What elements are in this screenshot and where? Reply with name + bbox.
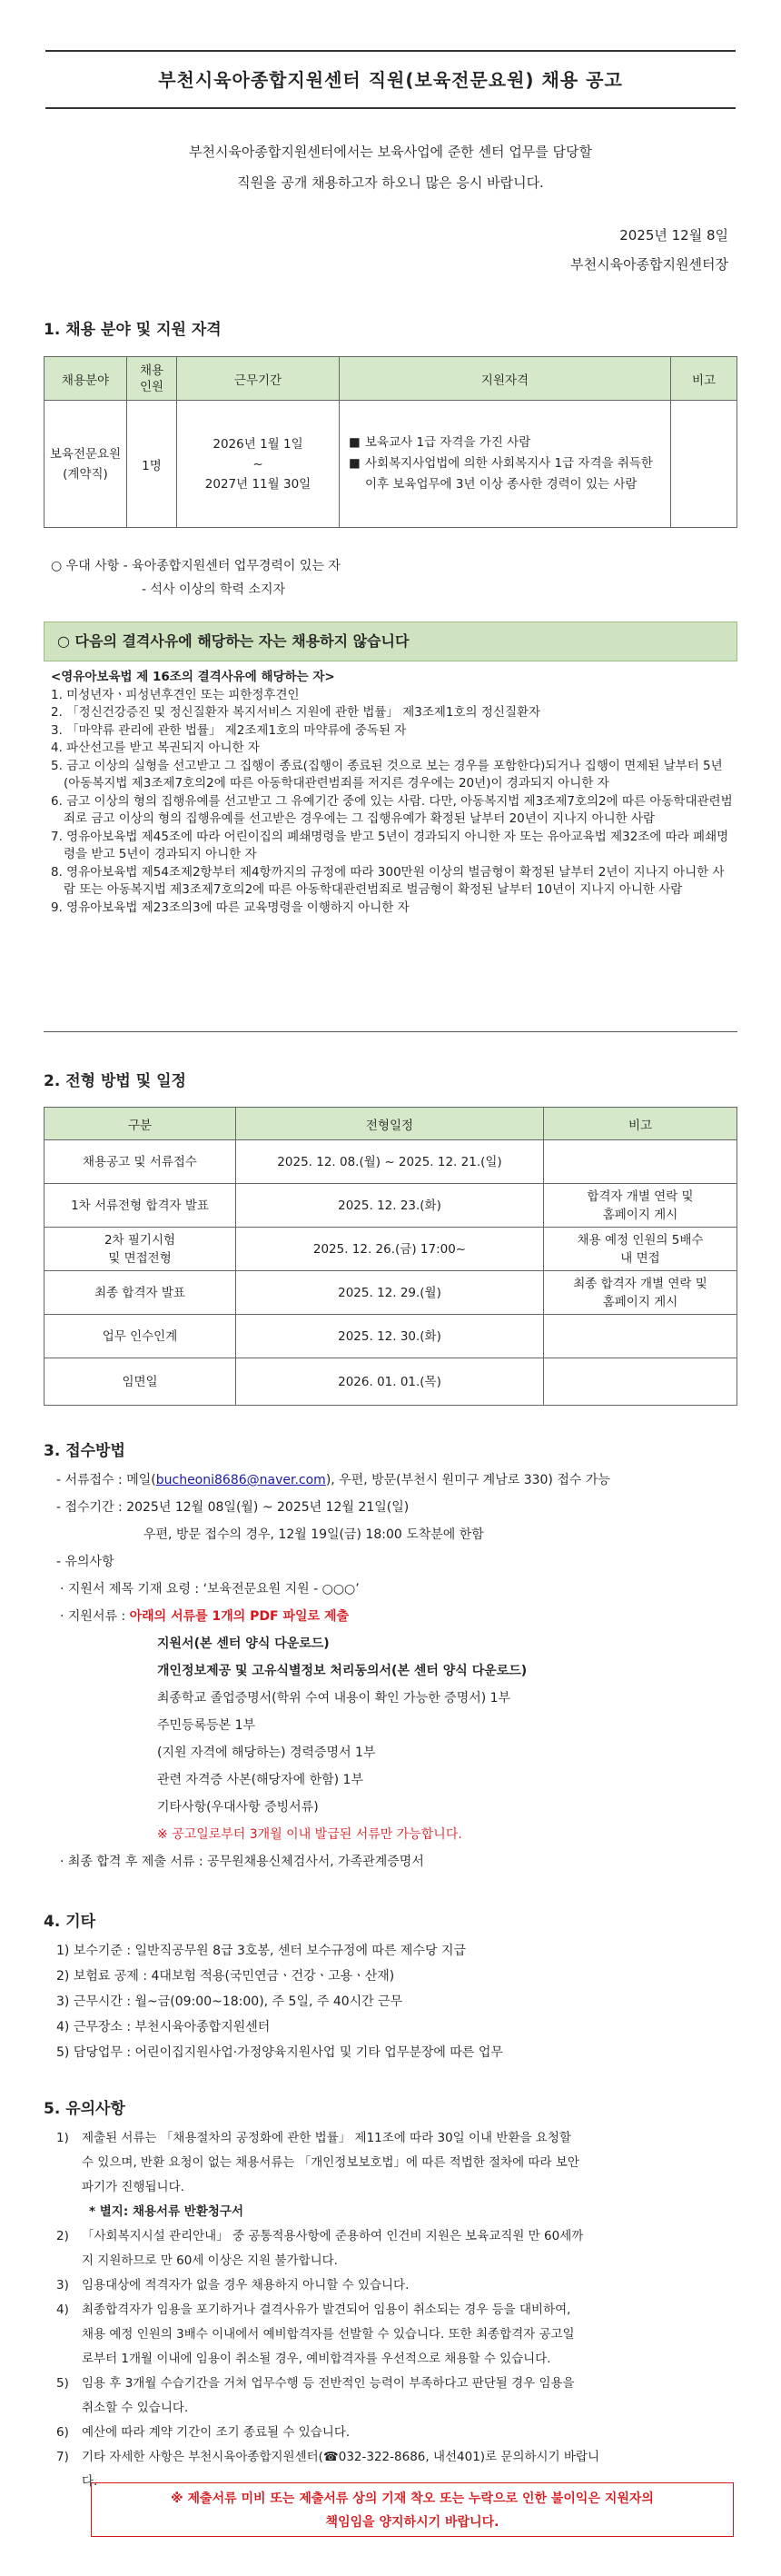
preference-line: - 석사 이상의 학력 소지자 [142, 582, 286, 597]
note-number: 7) [56, 2450, 69, 2464]
section-3-heading: 3. 접수방법 [44, 1442, 125, 1460]
note-number: 1) [56, 2131, 69, 2145]
period-start: 2026년 1월 1일 [213, 436, 303, 452]
note-body [82, 2298, 575, 2372]
qual-item: ■ 보육교사 1급 자격을 가진 사람 [349, 433, 661, 453]
announce-date: 2025년 12월 8일 [619, 227, 728, 244]
submit-line: - 서류접수 : 메일(bucheoni8686@naver.com), 우편, 방문(부천시 원미구 계남로 330) 접수 가능 [56, 1473, 610, 1487]
schedule-row [44, 1228, 737, 1271]
disqualification-banner: ○ 다음의 결격사유에 해당하는 자는 채용하지 않습니다 [44, 622, 737, 661]
schedule-row [44, 1140, 737, 1184]
period-line: - 접수기간 : 2025년 12월 08일(월) ~ 2025년 12월 21일(일) [56, 1500, 410, 1515]
disq-item: 9. 영유아보육법 제23조의3에 따른 교육명령을 이행하지 아니한 자 [51, 900, 410, 915]
warning-line: ※ 제출서류 미비 또는 제출서류 상의 기재 착오 또는 누락으로 인한 불이익은 지원자의 [171, 2491, 654, 2506]
etc-item: 2) 보험료 공제 : 4대보험 적용(국민연금ㆍ건강ㆍ고용ㆍ산재) [56, 1969, 395, 1984]
doc-item: (지원 자격에 해당하는) 경력증명서 1부 [157, 1746, 376, 1760]
etc-item: 4) 근무장소 : 부천시육아종합지원센터 [56, 2020, 271, 2034]
note-body [82, 2224, 583, 2273]
final-docs-line: · 최종 합격 후 제출 서류 : 공무원채용신체검사서, 가족관계증명서 [60, 1855, 424, 1869]
period-sep: ~ [252, 456, 263, 472]
schedule-date: 2025. 12. 08.(월) ~ 2025. 12. 21.(일) [236, 1140, 544, 1184]
schedule-date: 2025. 12. 30.(화) [236, 1315, 544, 1358]
disq-item: 5. 금고 이상의 실형을 선고받고 그 집행이 종료(집행이 종료된 것으로 보는 경우를 포함한다)되거나 집행이 면제된 날부터 5년(아동복지법 제3조제7호의2에 따른 아동학대관련범죄를 저지른 경우에는 20년)이 경과되지 아니한 자 [51, 758, 723, 791]
note-body [82, 2273, 409, 2298]
disq-item: 1. 미성년자ㆍ피성년후견인 또는 피한정후견인 [51, 687, 300, 702]
note-line: 임용대상에 적격자가 없을 경우 채용하지 아니할 수 있습니다. [82, 2278, 410, 2293]
period-note: 우편, 방문 접수의 경우, 12월 19일(금) 18:00 도착분에 한함 [143, 1527, 484, 1542]
section-4-heading: 4. 기타 [44, 1913, 96, 1931]
schedule-stage: 채용공고 및 서류접수 [44, 1140, 236, 1184]
note-line: 다. [82, 2474, 98, 2489]
schedule-stage: 최종 합격자 발표 [44, 1271, 236, 1315]
schedule-date: 2026. 01. 01.(목) [236, 1358, 544, 1406]
etc-item: 3) 근무시간 : 월~금(09:00~18:00), 주 5일, 주 40시간 근무 [56, 1994, 403, 2009]
schedule-stage: 업무 인수인계 [44, 1315, 236, 1358]
schedule-stage: 2차 필기시험 및 면접전형 [44, 1228, 236, 1271]
email-link[interactable]: bucheoni8686@naver.com [155, 1473, 326, 1487]
col-header: 전형일정 [236, 1108, 544, 1140]
warning-box [91, 2482, 734, 2537]
note-item [56, 2421, 736, 2445]
note-item [56, 2126, 736, 2200]
note-line: 임용 후 3개월 수습기간을 거쳐 업무수행 등 전반적인 능력이 부족하다고 판단될 경우 임용을 [82, 2376, 575, 2391]
note-body [82, 2126, 579, 2200]
note-line: 「사회복지시설 관리안내」 중 공통적용사항에 준용하여 인건비 지원은 보육교직원 만 60세까 [82, 2229, 584, 2243]
schedule-note: 채용 예정 인원의 5배수 내 면접 [544, 1228, 737, 1271]
etc-item: 1) 보수기준 : 일반직공무원 8급 3호봉, 센터 보수규정에 따른 제수당 지급 [56, 1944, 466, 1958]
doc-item: 주민등록등본 1부 [157, 1718, 256, 1733]
col-header: 채용 인원 [127, 357, 177, 401]
schedule-date: 2025. 12. 29.(월) [236, 1271, 544, 1315]
schedule-note: 최종 합격자 개별 연락 및 홈페이지 게시 [544, 1271, 737, 1315]
notes-list [56, 2126, 736, 2494]
qualification-table [44, 356, 737, 528]
note-item [56, 2200, 736, 2224]
top-rule [45, 50, 736, 52]
schedule-row [44, 1315, 737, 1358]
section-5-heading: 5. 유의사항 [44, 2100, 125, 2118]
note-body [82, 2372, 575, 2421]
count-cell: 1명 [127, 401, 177, 528]
note-line: 지 지원하므로 만 60세 이상은 지원 불가합니다. [82, 2253, 338, 2268]
qual-item: ■ 사회복지사업법에 의한 사회복지사 1급 자격을 취득한 이후 보육업무에 3년 이상 종사한 경력이 있는 사람 [349, 453, 661, 495]
period-end: 2027년 11월 30일 [204, 476, 311, 492]
note-line: 파기가 진행됩니다. [82, 2180, 184, 2194]
note-line: 채용 예정 인원의 3배수 이내에서 예비합격자를 선발할 수 있습니다. 또한 최종합격자 공고일 [82, 2327, 575, 2342]
field-cell: 보육전문요원 (계약직) [44, 401, 127, 528]
disqualification-list [51, 669, 734, 917]
schedule-note: 합격자 개별 연락 및 홈페이지 게시 [544, 1184, 737, 1228]
schedule-note [544, 1358, 737, 1406]
preference-line: ○ 우대 사항 - 육아종합지원센터 업무경력이 있는 자 [51, 559, 341, 573]
mail-subject-line: · 지원서 제목 기재 요령 : ‘보육전문요원 지원 - ○○○’ [60, 1582, 360, 1596]
schedule-row [44, 1271, 737, 1315]
note-line: 기타 자세한 사항은 부천시육아종합지원센터(☎032-322-8686, 내선401)로 문의하시기 바랍니 [82, 2450, 600, 2464]
note-number: 3) [56, 2278, 69, 2293]
col-header: 근무기간 [177, 357, 340, 401]
disq-item: 8. 영유아보육법 제54조제2항부터 제4항까지의 규정에 따라 300만원 이상의 벌금형이 확정된 날부터 2년이 지나지 아니한 사람 또는 아동복지법 제3조제7호의2에 따른 아동학대관련범죄로 벌금형이 확정된 날부터 10년이 지나지 아니한 사람 [51, 864, 725, 897]
disq-item: 6. 금고 이상의 형의 집행유예를 선고받고 그 유예기간 중에 있는 사람. 다만, 아동복지법 제3조제7호의2에 따른 아동학대관련범죄로 금고 이상의 형의 집행유예를 선고받은 경우에는 그 집행유예가 확정된 날부터 20년이 지나지 아니한 사람 [51, 793, 733, 826]
col-header: 채용분야 [44, 357, 127, 401]
section-2-heading: 2. 전형 방법 및 일정 [44, 1072, 186, 1090]
disq-subtitle: <영유아보육법 제 16조의 결격사유에 해당하는 자> [51, 670, 335, 684]
docs-line: · 지원서류 : 아래의 서류를 1개의 PDF 파일로 제출 [60, 1609, 349, 1624]
note-body [82, 2421, 350, 2445]
doc-item: 개인정보제공 및 고유식별정보 처리동의서(본 센터 양식 다운로드) [157, 1664, 528, 1678]
notice-line: - 유의사항 [56, 1555, 114, 1569]
intro-line: 직원을 공개 채용하고자 하오니 많은 응시 바랍니다. [237, 174, 544, 191]
section-1-heading: 1. 채용 분야 및 지원 자격 [44, 321, 222, 339]
note-number: 4) [56, 2302, 69, 2317]
intro-line: 부천시육아종합지원센터에서는 보육사업에 준한 센터 업무를 담당할 [188, 144, 593, 160]
disq-item: 4. 파산선고를 받고 복권되지 아니한 자 [51, 741, 260, 755]
square-bullet-icon: ■ [349, 456, 361, 471]
period-cell [177, 401, 340, 528]
docs-warning: ※ 공고일로부터 3개월 이내 발급된 서류만 가능합니다. [157, 1827, 462, 1842]
note-item [56, 2273, 736, 2298]
note-number: 2) [56, 2229, 69, 2243]
title-rule [45, 107, 736, 109]
disq-items [51, 687, 734, 918]
quals-cell [340, 401, 671, 528]
intro-text [91, 136, 690, 198]
disq-item: 3. 「마약류 관리에 관한 법률」 제2조제1호의 마약류에 중독된 자 [51, 722, 407, 738]
note-line: 수 있으며, 반환 요청이 없는 채용서류는 「개인정보보호법」에 따른 적법한 절차에 따라 보안 [82, 2155, 579, 2170]
warning-line: 책임임을 양지하시기 바랍니다. [325, 2515, 499, 2530]
divider [44, 1031, 737, 1032]
square-bullet-icon: ■ [349, 435, 361, 450]
col-header: 비고 [671, 357, 737, 401]
doc-item: 지원서(본 센터 양식 다운로드) [157, 1636, 330, 1651]
note-line: 최종합격자가 임용을 포기하거나 결격사유가 발견되어 임용이 취소되는 경우 등을 대비하여, [82, 2302, 571, 2317]
col-header: 지원자격 [340, 357, 671, 401]
note-line: 예산에 따라 계약 기간이 조기 종료될 수 있습니다. [82, 2425, 351, 2440]
schedule-date: 2025. 12. 26.(금) 17:00~ [236, 1228, 544, 1271]
schedule-row [44, 1358, 737, 1406]
note-body [82, 2200, 243, 2224]
note-item [56, 2298, 736, 2372]
note-line: * 별지: 채용서류 반환청구서 [89, 2204, 244, 2219]
note-line: 로부터 1개월 이내에 임용이 취소될 경우, 예비합격자를 우선적으로 채용할 수 있습니다. [82, 2352, 551, 2366]
schedule-note [544, 1315, 737, 1358]
doc-item: 최종학교 졸업증명서(학위 수여 내용이 확인 가능한 증명서) 1부 [157, 1691, 511, 1706]
note-item [56, 2372, 736, 2421]
note-line: 제출된 서류는 「채용절차의 공정화에 관한 법률」 제11조에 따라 30일 이내 반환을 요청할 [82, 2131, 571, 2145]
schedule-date: 2025. 12. 23.(화) [236, 1184, 544, 1228]
schedule-table [44, 1107, 737, 1406]
schedule-row [44, 1184, 737, 1228]
note-item [56, 2224, 736, 2273]
doc-item: 기타사항(우대사항 증빙서류) [157, 1800, 319, 1815]
note-line: 취소할 수 있습니다. [82, 2401, 189, 2415]
note-number: 6) [56, 2425, 69, 2440]
note-number [56, 2200, 82, 2224]
etc-item: 5) 담당업무 : 어린이집지원사업·가정양육지원사업 및 기타 업무분장에 따른 업무 [56, 2045, 503, 2060]
schedule-stage: 1차 서류전형 합격자 발표 [44, 1184, 236, 1228]
col-header: 구분 [44, 1108, 236, 1140]
disq-item: 7. 영유아보육법 제45조에 따라 어린이집의 폐쇄명령을 받고 5년이 경과되지 아니한 자 또는 유아교육법 제32조에 따라 폐쇄명령을 받고 5년이 경과되지 아니한 자 [51, 829, 729, 861]
note-number: 5) [56, 2376, 69, 2391]
disq-item: 2. 「정신건강증진 및 정신질환자 복지서비스 지원에 관한 법률」 제3조제1호의 정신질환자 [51, 705, 541, 720]
note-cell [671, 401, 737, 528]
col-header: 비고 [544, 1108, 737, 1140]
schedule-note [544, 1140, 737, 1184]
issuer: 부천시육아종합지원센터장 [570, 256, 728, 273]
page-title: 부천시육아종합지원센터 직원(보육전문요원) 채용 공고 [158, 69, 623, 91]
schedule-stage: 임면일 [44, 1358, 236, 1406]
doc-item: 관련 자격증 사본(해당자에 한함) 1부 [157, 1773, 363, 1787]
